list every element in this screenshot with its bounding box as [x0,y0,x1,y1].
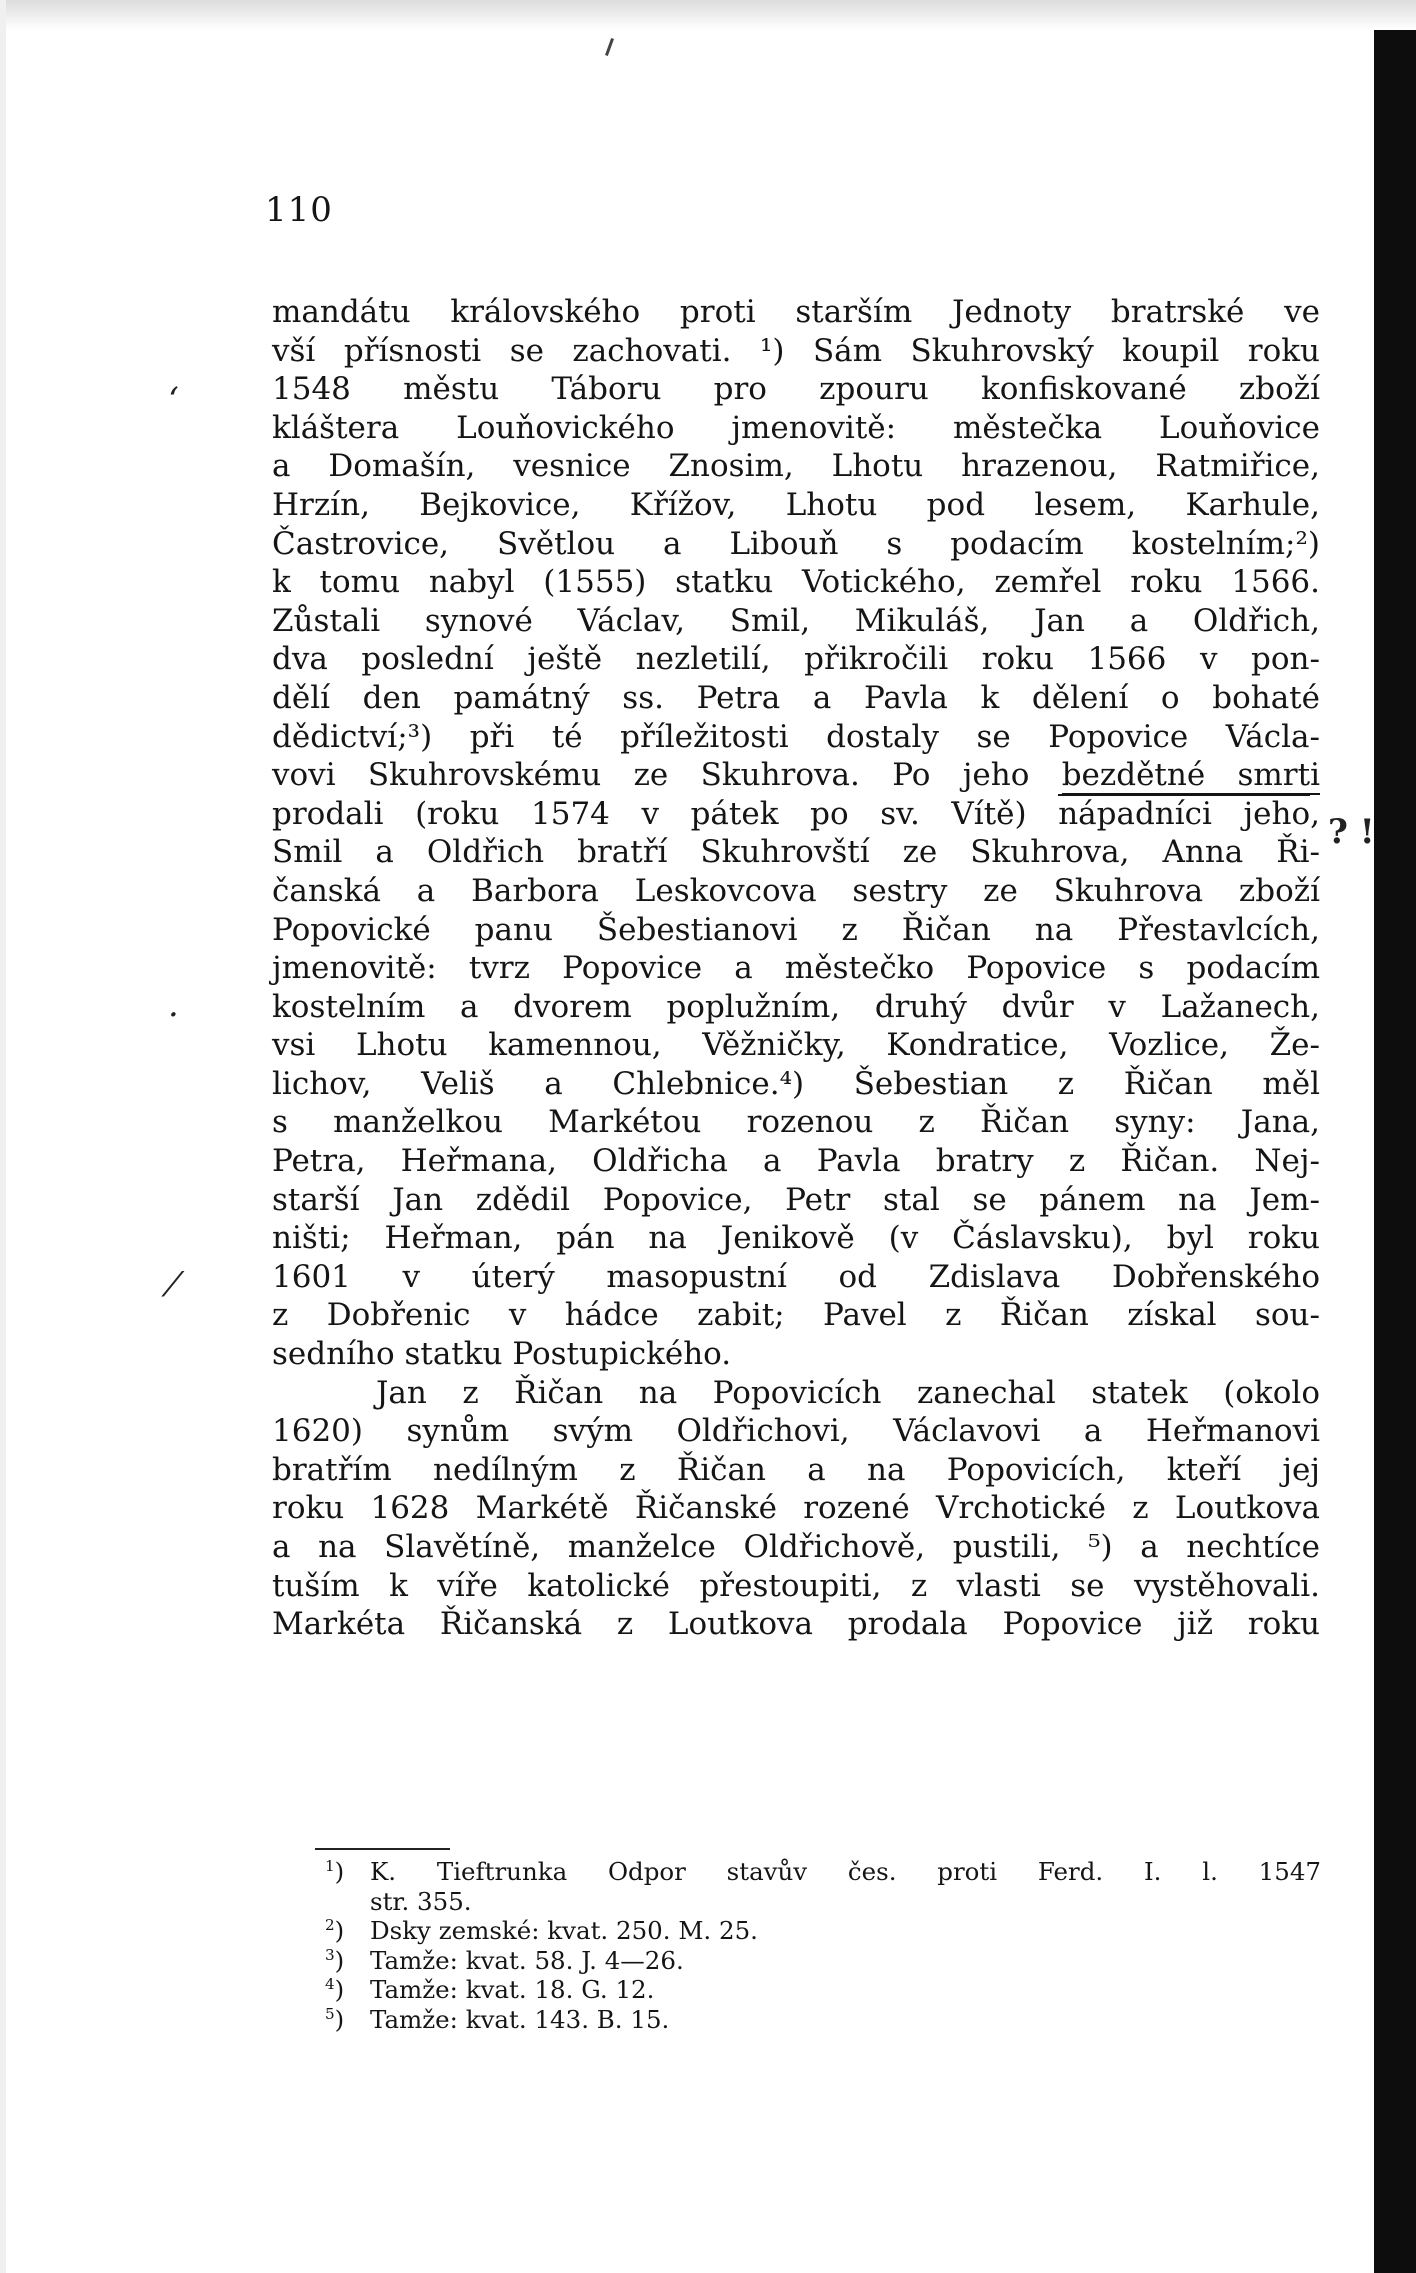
body-line: a Domašín, vesnice Znosim, Lhotu hrazenou, Ratmiřice, [272,448,1320,485]
body-line: ništi; Heřman, pán na Jenikově (v Čáslavsku), byl roku [272,1220,1320,1257]
body-line: 1620) synům svým Oldřichovi, Václavovi a Heřmanovi [272,1413,1320,1450]
body-line: Petra, Heřmana, Oldřicha a Pavla bratry z Řičan. Nej- [272,1143,1320,1180]
footnote-rule [315,1848,450,1850]
margin-dot: · [168,995,179,1035]
stray-pencil-mark [605,38,614,56]
footnote-mark: 3 [325,1945,335,1964]
body-line: Zůstali synové Václav, Smil, Mikuláš, Jan a Oldřich, [272,602,1320,639]
margin-annotation: ? ! [1328,812,1375,852]
body-line: vší přísnosti se zachovati. ¹) Sám Skuhrovský koupil roku [272,332,1320,369]
body-line-underlined: vovi Skuhrovskému ze Skuhrova. Po jeho bezdětné smrti [272,757,1320,794]
scan-top-edge [0,0,1416,30]
footnotes [325,1857,1321,2034]
body-line: Častrovice, Světlou a Libouň s podacím kostelním;²) [272,525,1320,562]
body-line: tuším k víře katolické přestoupiti, z vlasti se vystěhovali. [272,1567,1320,1604]
footnote-text: Dsky zemské: kvat. 250. M. 25. [370,1916,758,1945]
page-number: 110 [265,190,333,230]
body-line: dědictví;³) při té příležitosti dostaly se Popovice Václa- [272,718,1320,755]
footnote-text: Tamže: kvat. 58. J. 4—26. [370,1945,684,1975]
footnote-text: Tamže: kvat. 143. B. 15. [370,2004,670,2034]
body-line: k tomu nabyl (1555) statku Votického, zemřel roku 1566. [272,564,1320,601]
body-line-paragraph-end: sedního statku Postupického. [272,1336,732,1373]
body-text [272,293,1320,1644]
body-line: kostelním a dvorem poplužním, druhý dvůr v Lažanech, [272,988,1320,1025]
body-line: Markéta Řičanská z Loutkova prodala Popovice již roku [272,1606,1320,1643]
body-line: jmenovitě: tvrz Popovice a městečko Popovice s podacím [272,950,1320,987]
footnote-mark: 4 [325,1974,335,1993]
scan-right-edge [1374,30,1416,2273]
body-line: dělí den památný ss. Petra a Pavla k dělení o bohaté [272,679,1320,716]
body-line: roku 1628 Markétě Řičanské rozené Vrchotické z Loutkova [272,1490,1320,1527]
body-line: bratřím nedílným z Řičan a na Popovicích, kteří jej [272,1451,1320,1488]
body-line: Hrzín, Bejkovice, Křížov, Lhotu pod lesem, Karhule, [272,486,1320,523]
body-line: Smil a Oldřich bratří Skuhrovští ze Skuhrova, Anna Ři- [272,834,1320,871]
marked-phrase: bezdětné smrti [1061,757,1320,794]
body-line: z Dobřenic v hádce zabit; Pavel z Řičan získal sou- [272,1297,1320,1334]
body-line-overlined: prodali (roku 1574 v pátek po sv. Vítě) nápadníci jeho, [272,795,1321,832]
scan-left-edge [0,0,6,2273]
body-line: dva poslední ještě nezletilí, přikročili roku 1566 v pon- [272,641,1320,678]
footnote-text: K. Tieftrunka Odpor stavův čes. proti Ferd. I. l. 1547 [370,1857,1321,1886]
footnote-mark: 2 [325,1915,335,1934]
body-line: a na Slavětíně, manželce Oldřichově, pustili, ⁵) a nechtíce [272,1529,1320,1565]
marked-phrase: nápadníci jeho [1058,795,1311,832]
footnote-2: $^2$) Dsky zemské: kvat. 250. M. 25. [325,1915,758,1945]
footnote-text: Tamže: kvat. 18. G. 12. [370,1975,655,2004]
body-line: lichov, Veliš a Chlebnice.⁴) Šebestian z Řičan měl [272,1065,1320,1102]
footnote-mark: 1 [325,1856,335,1875]
footnote-3: $^3$) Tamže: kvat. 58. J. 4—26. [325,1945,684,1975]
body-line: 1601 v úterý masopustní od Zdislava Dobřenského [272,1258,1320,1295]
footnote-mark: 5 [325,2004,335,2023]
body-line: čanská a Barbora Leskovcova sestry ze Skuhrova zboží [272,872,1320,909]
margin-slash: ⁄ [170,1265,176,1305]
body-line: s manželkou Markétou rozenou z Řičan syny: Jana, [272,1104,1320,1141]
body-line: vsi Lhotu kamennou, Věžničky, Kondratice, Vozlice, Že- [272,1027,1320,1064]
body-line: kláštera Louňovického jmenovitě: městečka Louňovice [272,409,1320,446]
footnote-4: $^4$) Tamže: kvat. 18. G. 12. [325,1974,655,2004]
body-line: 1548 městu Táboru pro zpouru konfiskované zboží [272,371,1320,408]
body-line: Popovické panu Šebestianovi z Řičan na Přestavlcích, [272,911,1320,948]
body-line-paragraph-start: Jan z Řičan na Popovicích zanechal statek (okolo [376,1374,1320,1411]
footnote-1: $^1$) K. Tieftrunka Odpor stavův čes. proti Ferd. I. l. 1547 [325,1856,1321,1886]
footnote-1-continued: str. 355. [370,1886,472,1916]
body-line: starší Jan zdědil Popovice, Petr stal se pánem na Jem- [272,1181,1320,1218]
footnote-5: $^5$) Tamže: kvat. 143. B. 15. [325,2004,670,2034]
body-line: mandátu královského proti starším Jednoty bratrské ve [272,294,1320,330]
margin-tick: ‘ [168,380,179,420]
